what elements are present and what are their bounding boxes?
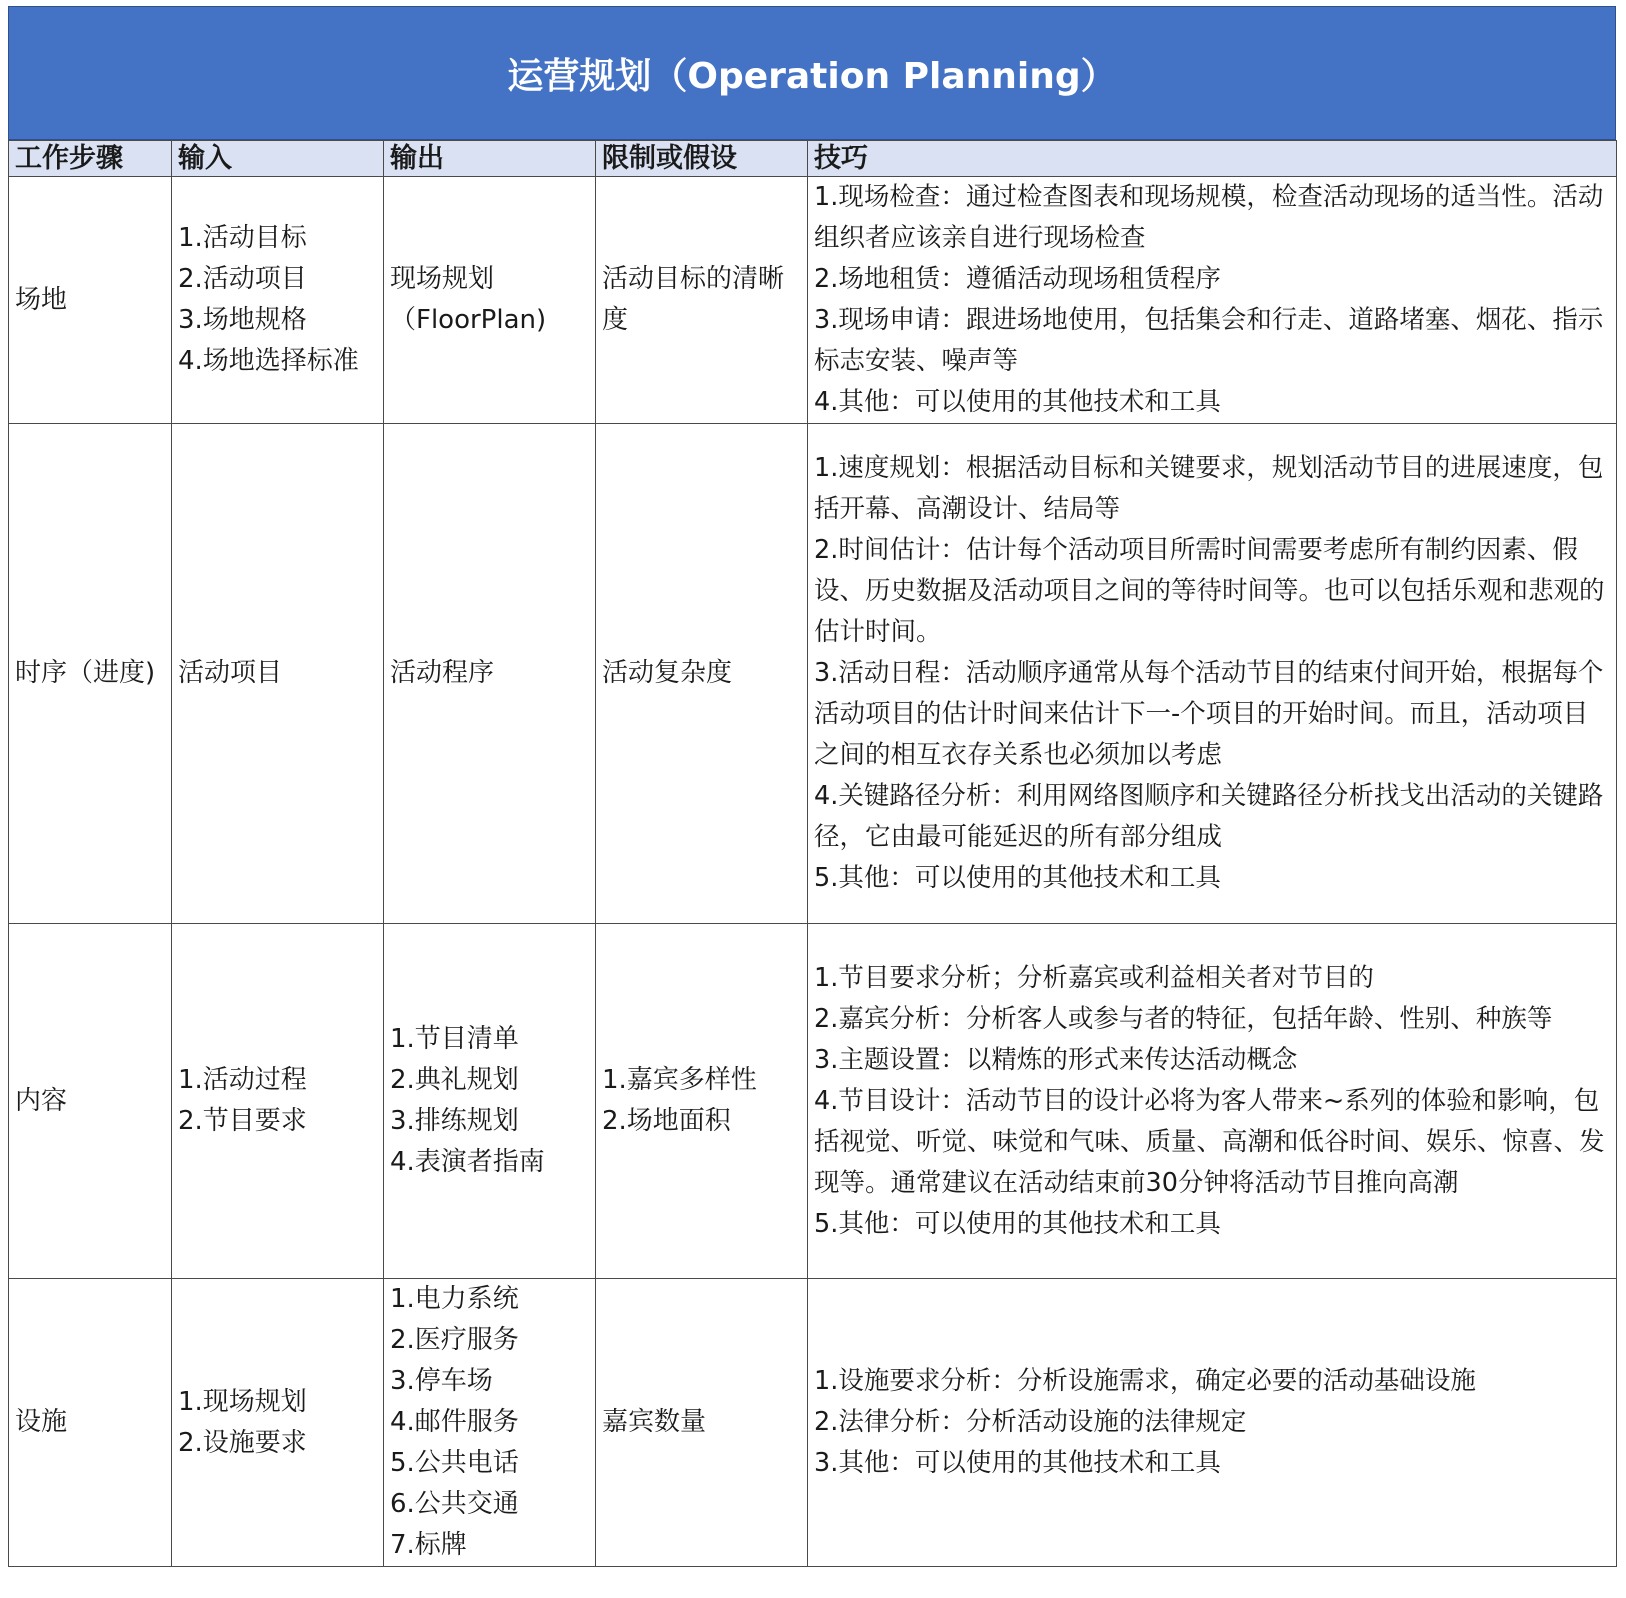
constraint-item: 活动复杂度 — [602, 658, 733, 688]
constraint-item: 1.嘉宾多样性 — [602, 1065, 757, 1095]
technique-item: 5.其他：可以使用的其他技术和工具 — [814, 863, 1221, 893]
input-cell — [172, 424, 384, 924]
constraint-cell — [596, 177, 808, 424]
output-cell — [384, 924, 596, 1279]
step-cell: 场地 — [9, 177, 172, 424]
technique-item: 1.速度规划：根据活动目标和关键要求，规划活动节目的进展速度，包括开幕、高潮设计、结局等 — [814, 453, 1604, 524]
output-item: 2.医疗服务 — [390, 1325, 519, 1355]
technique-item: 2.法律分析：分析活动设施的法律规定 — [814, 1407, 1247, 1437]
output-item: 2.典礼规划 — [390, 1065, 519, 1095]
step-cell: 时序（进度) — [9, 424, 172, 924]
constraint-item: 活动目标的清晰度 — [602, 264, 785, 335]
output-item: 4.邮件服务 — [390, 1407, 519, 1437]
technique-item: 3.活动日程：活动顺序通常从每个活动节目的结束付间开始，根据每个活动项目的估计时间来估计下一-个项目的开始时间。而且，活动项目之间的相互衣存关系也必须加以考虑 — [814, 658, 1604, 770]
output-item: 3.停车场 — [390, 1366, 493, 1396]
table-row — [9, 177, 1617, 424]
output-cell — [384, 424, 596, 924]
output-item: 现场规划（FloorPlan) — [390, 264, 547, 335]
technique-item: 2.嘉宾分析：分析客人或参与者的特征，包括年龄、性别、种族等 — [814, 1003, 1553, 1034]
column-header-constraints: 限制或假设 — [596, 141, 808, 177]
constraint-item: 2.场地面积 — [602, 1106, 731, 1136]
constraint-cell — [596, 424, 808, 924]
input-item: 1.现场规划 — [178, 1386, 307, 1417]
output-cell — [384, 177, 596, 424]
constraint-cell — [596, 924, 808, 1279]
output-item: 1.电力系统 — [390, 1284, 519, 1314]
column-header-output: 输出 — [384, 141, 596, 177]
output-item: 1.节目清单 — [390, 1024, 519, 1054]
output-item: 4.表演者指南 — [390, 1147, 545, 1177]
technique-item: 1.节目要求分析；分析嘉宾或利益相关者对节目的 — [814, 962, 1374, 993]
technique-item: 4.关键路径分析：利用网络图顺序和关键路径分析找戈出活动的关键路径，它由最可能延迟的所有部分组成 — [814, 781, 1604, 852]
column-header-step: 工作步骤 — [9, 141, 172, 177]
constraint-item: 嘉宾数量 — [602, 1407, 707, 1437]
input-cell — [172, 924, 384, 1279]
technique-item: 5.其他：可以使用的其他技术和工具 — [814, 1208, 1221, 1239]
techniques-cell — [808, 1279, 1617, 1567]
technique-item: 4.节目设计：活动节目的设计必将为客人带来~系列的体验和影响，包括视觉、听觉、味觉和气味、质量、高潮和低谷时间、娱乐、惊喜、发现等。通常建议在活动结束前30分钟将活动节目推向高潮 — [814, 1085, 1605, 1198]
step-cell: 设施 — [9, 1279, 172, 1567]
technique-item: 4.其他：可以使用的其他技术和工具 — [814, 387, 1221, 417]
column-header-techniques: 技巧 — [808, 141, 1617, 177]
input-item: 4.场地选择标准 — [178, 346, 359, 376]
input-item: 2.节目要求 — [178, 1106, 307, 1136]
technique-item: 2.时间估计：估计每个活动项目所需时间需要考虑所有制约因素、假设、历史数据及活动项目之间的等待时间等。也可以包括乐观和悲观的估计时间。 — [814, 535, 1605, 647]
technique-item: 2.场地租赁：遵循活动现场租赁程序 — [814, 264, 1221, 294]
output-item: 6.公共交通 — [390, 1489, 519, 1519]
column-header-input: 输入 — [172, 141, 384, 177]
input-item: 活动项目 — [178, 658, 283, 688]
technique-item: 1.设施要求分析：分析设施需求，确定必要的活动基础设施 — [814, 1366, 1476, 1396]
input-item: 1.活动目标 — [178, 223, 307, 253]
input-cell — [172, 177, 384, 424]
header-row — [9, 141, 1617, 177]
output-item: 活动程序 — [390, 658, 495, 688]
title-banner — [8, 6, 1616, 140]
technique-item: 3.主题设置：以精炼的形式来传达活动概念 — [814, 1044, 1298, 1075]
input-item: 3.场地规格 — [178, 305, 307, 335]
table-body — [9, 177, 1617, 1567]
constraint-cell — [596, 1279, 808, 1567]
operation-planning-sheet — [8, 6, 1616, 1567]
output-item: 5.公共电话 — [390, 1448, 519, 1478]
technique-item: 3.现场申请：跟进场地使用，包括集会和行走、道路堵塞、烟花、指示标志安装、噪声等 — [814, 305, 1604, 376]
planning-table — [8, 140, 1617, 1567]
table-row — [9, 1279, 1617, 1567]
table-row — [9, 924, 1617, 1279]
output-item: 7.标牌 — [390, 1530, 467, 1560]
techniques-cell — [808, 924, 1617, 1279]
step-cell: 内容 — [9, 924, 172, 1279]
input-cell — [172, 1279, 384, 1567]
input-item: 1.活动过程 — [178, 1065, 307, 1095]
input-item: 2.活动项目 — [178, 264, 307, 294]
techniques-cell — [808, 177, 1617, 424]
technique-item: 3.其他：可以使用的其他技术和工具 — [814, 1448, 1221, 1478]
output-item: 3.排练规划 — [390, 1106, 519, 1136]
page-title: 运营规划（Operation Planning） — [507, 55, 1117, 97]
techniques-cell — [808, 424, 1617, 924]
output-cell — [384, 1279, 596, 1567]
input-item: 2.设施要求 — [178, 1427, 307, 1458]
technique-item: 1.现场检查：通过检查图表和现场规模，检查活动现场的适当性。活动组织者应该亲自进行现场检查 — [814, 182, 1604, 253]
table-row — [9, 424, 1617, 924]
